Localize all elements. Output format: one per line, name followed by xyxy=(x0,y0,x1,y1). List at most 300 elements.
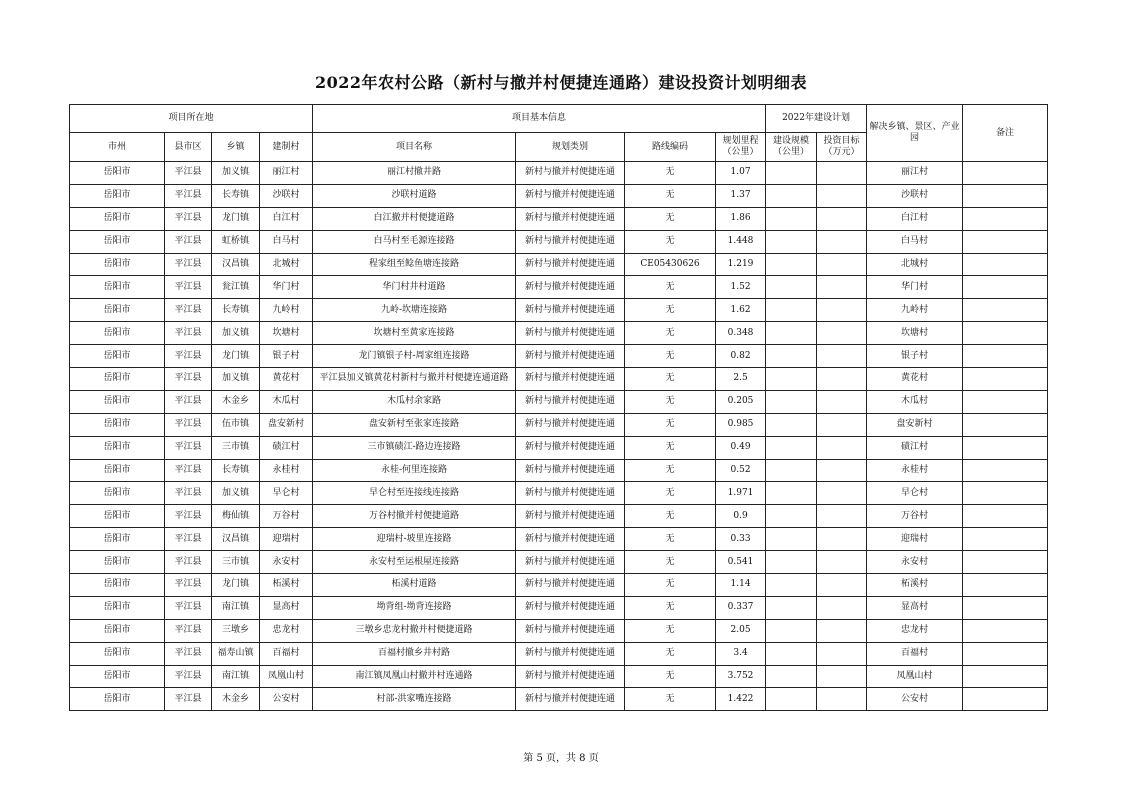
cell-village: 北城村 xyxy=(260,253,313,276)
cell-planned-mileage: 0.348 xyxy=(716,322,766,345)
cell-county: 平江县 xyxy=(165,413,212,436)
cell-planned-mileage: 1.422 xyxy=(716,688,766,711)
cell-remarks xyxy=(963,253,1048,276)
cell-remarks xyxy=(963,551,1048,574)
cell-remarks xyxy=(963,345,1048,368)
cell-village: 黄花村 xyxy=(260,368,313,391)
cell-investment-target xyxy=(817,299,867,322)
cell-solve: 凤凰山村 xyxy=(867,665,963,688)
cell-village: 华门村 xyxy=(260,276,313,299)
cell-city: 岳阳市 xyxy=(70,184,165,207)
cell-town: 长寿镇 xyxy=(212,184,260,207)
cell-build-scale xyxy=(766,528,817,551)
cell-remarks xyxy=(963,436,1048,459)
cell-town: 三市镇 xyxy=(212,436,260,459)
cell-route-code: 无 xyxy=(625,162,716,185)
cell-investment-target xyxy=(817,276,867,299)
cell-planned-mileage: 1.86 xyxy=(716,207,766,230)
cell-county: 平江县 xyxy=(165,253,212,276)
table-row xyxy=(70,345,1048,368)
cell-solve: 盘安新村 xyxy=(867,413,963,436)
cell-remarks xyxy=(963,619,1048,642)
cell-solve: 白江村 xyxy=(867,207,963,230)
cell-planned-mileage: 2.05 xyxy=(716,619,766,642)
cell-remarks xyxy=(963,413,1048,436)
cell-category: 新村与撤并村便捷连通 xyxy=(516,299,625,322)
table-row xyxy=(70,505,1048,528)
cell-route-code: 无 xyxy=(625,528,716,551)
cell-investment-target xyxy=(817,207,867,230)
cell-investment-target xyxy=(817,505,867,528)
cell-city: 岳阳市 xyxy=(70,299,165,322)
cell-planned-mileage: 0.541 xyxy=(716,551,766,574)
cell-investment-target xyxy=(817,345,867,368)
cell-category: 新村与撤并村便捷连通 xyxy=(516,574,625,597)
cell-town: 伍市镇 xyxy=(212,413,260,436)
cell-planned-mileage: 0.337 xyxy=(716,596,766,619)
table-row xyxy=(70,596,1048,619)
cell-route-code: 无 xyxy=(625,322,716,345)
cell-village: 白马村 xyxy=(260,230,313,253)
cell-planned-mileage: 0.82 xyxy=(716,345,766,368)
cell-city: 岳阳市 xyxy=(70,390,165,413)
cell-county: 平江县 xyxy=(165,299,212,322)
cell-county: 平江县 xyxy=(165,505,212,528)
cell-build-scale xyxy=(766,299,817,322)
cell-county: 平江县 xyxy=(165,230,212,253)
cell-build-scale xyxy=(766,688,817,711)
cell-county: 平江县 xyxy=(165,276,212,299)
cell-city: 岳阳市 xyxy=(70,688,165,711)
cell-route-code: 无 xyxy=(625,551,716,574)
cell-remarks xyxy=(963,528,1048,551)
cell-city: 岳阳市 xyxy=(70,436,165,459)
cell-village: 坎塘村 xyxy=(260,322,313,345)
cell-route-code: 无 xyxy=(625,642,716,665)
cell-solve: 公安村 xyxy=(867,688,963,711)
cell-category: 新村与撤并村便捷连通 xyxy=(516,162,625,185)
cell-category: 新村与撤并村便捷连通 xyxy=(516,322,625,345)
cell-build-scale xyxy=(766,505,817,528)
cell-town: 加义镇 xyxy=(212,162,260,185)
cell-project-name: 三墩乡忠龙村撤并村便捷道路 xyxy=(313,619,516,642)
cell-route-code: 无 xyxy=(625,665,716,688)
cell-solve: 显高村 xyxy=(867,596,963,619)
table-row xyxy=(70,390,1048,413)
cell-remarks xyxy=(963,665,1048,688)
cell-village: 柘溪村 xyxy=(260,574,313,597)
cell-investment-target xyxy=(817,230,867,253)
cell-project-name: 木瓜村余家路 xyxy=(313,390,516,413)
header-category: 规划类别 xyxy=(516,133,625,162)
cell-village: 永安村 xyxy=(260,551,313,574)
cell-village: 盘安新村 xyxy=(260,413,313,436)
cell-build-scale xyxy=(766,436,817,459)
cell-project-name: 早仑村至连接线连接路 xyxy=(313,482,516,505)
cell-village: 银子村 xyxy=(260,345,313,368)
cell-remarks xyxy=(963,230,1048,253)
cell-build-scale xyxy=(766,368,817,391)
cell-category: 新村与撤并村便捷连通 xyxy=(516,207,625,230)
cell-project-name: 柘溪村道路 xyxy=(313,574,516,597)
cell-category: 新村与撤并村便捷连通 xyxy=(516,413,625,436)
cell-solve: 万谷村 xyxy=(867,505,963,528)
cell-county: 平江县 xyxy=(165,368,212,391)
cell-planned-mileage: 3.752 xyxy=(716,665,766,688)
cell-route-code: CE05430626 xyxy=(625,253,716,276)
cell-build-scale xyxy=(766,642,817,665)
cell-category: 新村与撤并村便捷连通 xyxy=(516,688,625,711)
cell-village: 早仑村 xyxy=(260,482,313,505)
cell-route-code: 无 xyxy=(625,184,716,207)
cell-route-code: 无 xyxy=(625,413,716,436)
page-footer: 第 5 页，共 8 页 xyxy=(523,753,599,764)
cell-town: 木金乡 xyxy=(212,688,260,711)
cell-project-name: 程家组至鲶鱼塘连接路 xyxy=(313,253,516,276)
cell-route-code: 无 xyxy=(625,688,716,711)
cell-city: 岳阳市 xyxy=(70,665,165,688)
cell-planned-mileage: 0.985 xyxy=(716,413,766,436)
cell-build-scale xyxy=(766,551,817,574)
table-row xyxy=(70,528,1048,551)
cell-planned-mileage: 0.52 xyxy=(716,459,766,482)
cell-county: 平江县 xyxy=(165,665,212,688)
cell-town: 福寿山镇 xyxy=(212,642,260,665)
cell-build-scale xyxy=(766,482,817,505)
header-location-group: 项目所在地 xyxy=(70,105,313,133)
cell-category: 新村与撤并村便捷连通 xyxy=(516,619,625,642)
cell-route-code: 无 xyxy=(625,619,716,642)
cell-town: 加义镇 xyxy=(212,368,260,391)
cell-investment-target xyxy=(817,528,867,551)
cell-investment-target xyxy=(817,596,867,619)
cell-category: 新村与撤并村便捷连通 xyxy=(516,459,625,482)
cell-route-code: 无 xyxy=(625,482,716,505)
cell-town: 龙门镇 xyxy=(212,345,260,368)
table-row xyxy=(70,551,1048,574)
table-body xyxy=(70,162,1048,711)
cell-town: 龙门镇 xyxy=(212,207,260,230)
header-investment-target: 投资目标（万元） xyxy=(817,133,867,162)
cell-solve: 永安村 xyxy=(867,551,963,574)
table-row xyxy=(70,642,1048,665)
cell-project-name: 白马村至毛源连接路 xyxy=(313,230,516,253)
cell-project-name: 万谷村撤并村便捷道路 xyxy=(313,505,516,528)
cell-town: 三墩乡 xyxy=(212,619,260,642)
cell-build-scale xyxy=(766,345,817,368)
cell-town: 加义镇 xyxy=(212,322,260,345)
cell-village: 公安村 xyxy=(260,688,313,711)
cell-solve: 华门村 xyxy=(867,276,963,299)
cell-remarks xyxy=(963,688,1048,711)
cell-village: 木瓜村 xyxy=(260,390,313,413)
cell-build-scale xyxy=(766,574,817,597)
cell-project-name: 九岭-坎塘连接路 xyxy=(313,299,516,322)
cell-village: 碛江村 xyxy=(260,436,313,459)
cell-category: 新村与撤并村便捷连通 xyxy=(516,642,625,665)
cell-village: 九岭村 xyxy=(260,299,313,322)
cell-planned-mileage: 0.9 xyxy=(716,505,766,528)
cell-solve: 白马村 xyxy=(867,230,963,253)
cell-project-name: 三市镇碛江-路边连接路 xyxy=(313,436,516,459)
cell-category: 新村与撤并村便捷连通 xyxy=(516,665,625,688)
cell-remarks xyxy=(963,299,1048,322)
cell-remarks xyxy=(963,162,1048,185)
cell-remarks xyxy=(963,322,1048,345)
cell-remarks xyxy=(963,482,1048,505)
cell-county: 平江县 xyxy=(165,322,212,345)
cell-category: 新村与撤并村便捷连通 xyxy=(516,390,625,413)
cell-village: 百福村 xyxy=(260,642,313,665)
cell-solve: 沙联村 xyxy=(867,184,963,207)
cell-city: 岳阳市 xyxy=(70,368,165,391)
cell-solve: 黄花村 xyxy=(867,368,963,391)
cell-solve: 银子村 xyxy=(867,345,963,368)
cell-county: 平江县 xyxy=(165,390,212,413)
cell-town: 汉昌镇 xyxy=(212,528,260,551)
cell-investment-target xyxy=(817,413,867,436)
cell-route-code: 无 xyxy=(625,505,716,528)
cell-build-scale xyxy=(766,322,817,345)
header-route-code: 路线编码 xyxy=(625,133,716,162)
cell-solve: 坎塘村 xyxy=(867,322,963,345)
table-row xyxy=(70,459,1048,482)
cell-investment-target xyxy=(817,162,867,185)
cell-county: 平江县 xyxy=(165,688,212,711)
cell-investment-target xyxy=(817,551,867,574)
cell-category: 新村与撤并村便捷连通 xyxy=(516,528,625,551)
cell-route-code: 无 xyxy=(625,299,716,322)
cell-solve: 丽江村 xyxy=(867,162,963,185)
cell-investment-target xyxy=(817,688,867,711)
cell-planned-mileage: 1.971 xyxy=(716,482,766,505)
cell-route-code: 无 xyxy=(625,574,716,597)
cell-investment-target xyxy=(817,390,867,413)
cell-town: 三市镇 xyxy=(212,551,260,574)
header-build-scale: 建设规模（公里） xyxy=(766,133,817,162)
cell-city: 岳阳市 xyxy=(70,253,165,276)
cell-category: 新村与撤并村便捷连通 xyxy=(516,184,625,207)
cell-city: 岳阳市 xyxy=(70,619,165,642)
cell-city: 岳阳市 xyxy=(70,276,165,299)
header-city: 市州 xyxy=(70,133,165,162)
cell-solve: 木瓜村 xyxy=(867,390,963,413)
cell-remarks xyxy=(963,184,1048,207)
cell-build-scale xyxy=(766,207,817,230)
cell-village: 白江村 xyxy=(260,207,313,230)
cell-city: 岳阳市 xyxy=(70,505,165,528)
cell-planned-mileage: 2.5 xyxy=(716,368,766,391)
cell-remarks xyxy=(963,459,1048,482)
cell-remarks xyxy=(963,368,1048,391)
cell-county: 平江县 xyxy=(165,184,212,207)
cell-village: 迎瑞村 xyxy=(260,528,313,551)
cell-route-code: 无 xyxy=(625,390,716,413)
cell-build-scale xyxy=(766,459,817,482)
cell-build-scale xyxy=(766,596,817,619)
cell-build-scale xyxy=(766,162,817,185)
header-county: 县市区 xyxy=(165,133,212,162)
table-row xyxy=(70,276,1048,299)
table-row xyxy=(70,299,1048,322)
cell-investment-target xyxy=(817,253,867,276)
cell-town: 梅仙镇 xyxy=(212,505,260,528)
cell-solve: 北城村 xyxy=(867,253,963,276)
cell-county: 平江县 xyxy=(165,345,212,368)
cell-city: 岳阳市 xyxy=(70,162,165,185)
cell-investment-target xyxy=(817,665,867,688)
cell-project-name: 永安村至运根屋连接路 xyxy=(313,551,516,574)
cell-village: 永桂村 xyxy=(260,459,313,482)
table-row xyxy=(70,322,1048,345)
header-remarks: 备注 xyxy=(963,105,1048,162)
cell-route-code: 无 xyxy=(625,459,716,482)
cell-build-scale xyxy=(766,390,817,413)
table-row xyxy=(70,230,1048,253)
cell-remarks xyxy=(963,596,1048,619)
cell-solve: 迎瑞村 xyxy=(867,528,963,551)
table-row xyxy=(70,482,1048,505)
cell-route-code: 无 xyxy=(625,436,716,459)
table-row xyxy=(70,619,1048,642)
cell-category: 新村与撤并村便捷连通 xyxy=(516,368,625,391)
cell-project-name: 丽江村撤井路 xyxy=(313,162,516,185)
cell-build-scale xyxy=(766,253,817,276)
cell-investment-target xyxy=(817,459,867,482)
cell-city: 岳阳市 xyxy=(70,574,165,597)
cell-remarks xyxy=(963,390,1048,413)
cell-village: 万谷村 xyxy=(260,505,313,528)
cell-investment-target xyxy=(817,482,867,505)
cell-project-name: 龙门镇银子村-周家组连接路 xyxy=(313,345,516,368)
cell-planned-mileage: 0.205 xyxy=(716,390,766,413)
table-row xyxy=(70,162,1048,185)
cell-town: 加义镇 xyxy=(212,482,260,505)
cell-project-name: 沙联村道路 xyxy=(313,184,516,207)
cell-city: 岳阳市 xyxy=(70,642,165,665)
cell-investment-target xyxy=(817,436,867,459)
cell-build-scale xyxy=(766,230,817,253)
table-row xyxy=(70,368,1048,391)
cell-category: 新村与撤并村便捷连通 xyxy=(516,345,625,368)
cell-route-code: 无 xyxy=(625,276,716,299)
cell-project-name: 白江撤并村便捷道路 xyxy=(313,207,516,230)
cell-city: 岳阳市 xyxy=(70,596,165,619)
header-solve: 解决乡镇、景区、产业园 xyxy=(867,105,963,162)
cell-project-name: 迎瑞村-坡里连接路 xyxy=(313,528,516,551)
cell-town: 南江镇 xyxy=(212,596,260,619)
header-village: 建制村 xyxy=(260,133,313,162)
cell-county: 平江县 xyxy=(165,528,212,551)
table-row xyxy=(70,413,1048,436)
cell-planned-mileage: 1.07 xyxy=(716,162,766,185)
cell-project-name: 村部-洪家嘴连接路 xyxy=(313,688,516,711)
investment-plan-table xyxy=(69,104,1048,711)
cell-planned-mileage: 3.4 xyxy=(716,642,766,665)
cell-project-name: 华门村井村道路 xyxy=(313,276,516,299)
cell-investment-target xyxy=(817,322,867,345)
cell-town: 龙门镇 xyxy=(212,574,260,597)
cell-solve: 九岭村 xyxy=(867,299,963,322)
table-row xyxy=(70,436,1048,459)
cell-county: 平江县 xyxy=(165,551,212,574)
cell-county: 平江县 xyxy=(165,459,212,482)
cell-remarks xyxy=(963,505,1048,528)
cell-category: 新村与撤并村便捷连通 xyxy=(516,436,625,459)
cell-city: 岳阳市 xyxy=(70,528,165,551)
cell-county: 平江县 xyxy=(165,162,212,185)
cell-planned-mileage: 1.219 xyxy=(716,253,766,276)
cell-solve: 忠龙村 xyxy=(867,619,963,642)
header-town: 乡镇 xyxy=(212,133,260,162)
cell-planned-mileage: 1.62 xyxy=(716,299,766,322)
cell-project-name: 盘安新村至张家连接路 xyxy=(313,413,516,436)
cell-investment-target xyxy=(817,184,867,207)
table-row xyxy=(70,665,1048,688)
cell-category: 新村与撤并村便捷连通 xyxy=(516,482,625,505)
cell-route-code: 无 xyxy=(625,368,716,391)
cell-city: 岳阳市 xyxy=(70,207,165,230)
cell-planned-mileage: 1.37 xyxy=(716,184,766,207)
cell-route-code: 无 xyxy=(625,207,716,230)
cell-city: 岳阳市 xyxy=(70,482,165,505)
cell-city: 岳阳市 xyxy=(70,230,165,253)
cell-solve: 早仑村 xyxy=(867,482,963,505)
cell-city: 岳阳市 xyxy=(70,459,165,482)
cell-project-name: 百福村撤乡井村路 xyxy=(313,642,516,665)
cell-investment-target xyxy=(817,642,867,665)
cell-solve: 百福村 xyxy=(867,642,963,665)
cell-category: 新村与撤并村便捷连通 xyxy=(516,276,625,299)
cell-build-scale xyxy=(766,413,817,436)
cell-town: 长寿镇 xyxy=(212,299,260,322)
cell-project-name: 永桂-何里连接路 xyxy=(313,459,516,482)
cell-planned-mileage: 1.52 xyxy=(716,276,766,299)
cell-county: 平江县 xyxy=(165,482,212,505)
cell-project-name: 坳背组-坳背连接路 xyxy=(313,596,516,619)
cell-village: 丽江村 xyxy=(260,162,313,185)
cell-solve: 永桂村 xyxy=(867,459,963,482)
cell-county: 平江县 xyxy=(165,574,212,597)
table-row xyxy=(70,184,1048,207)
cell-category: 新村与撤并村便捷连通 xyxy=(516,230,625,253)
cell-route-code: 无 xyxy=(625,596,716,619)
header-planned-mileage: 规划里程（公里） xyxy=(716,133,766,162)
cell-county: 平江县 xyxy=(165,642,212,665)
cell-village: 凤凰山村 xyxy=(260,665,313,688)
cell-town: 瓮江镇 xyxy=(212,276,260,299)
cell-planned-mileage: 0.49 xyxy=(716,436,766,459)
cell-solve: 碛江村 xyxy=(867,436,963,459)
table-row xyxy=(70,207,1048,230)
cell-remarks xyxy=(963,642,1048,665)
cell-village: 忠龙村 xyxy=(260,619,313,642)
cell-remarks xyxy=(963,207,1048,230)
cell-remarks xyxy=(963,276,1048,299)
cell-county: 平江县 xyxy=(165,436,212,459)
page-title: 2022年农村公路（新村与撤并村便捷连通路）建设投资计划明细表 xyxy=(314,73,808,92)
cell-town: 长寿镇 xyxy=(212,459,260,482)
cell-city: 岳阳市 xyxy=(70,413,165,436)
cell-category: 新村与撤并村便捷连通 xyxy=(516,505,625,528)
cell-build-scale xyxy=(766,619,817,642)
cell-county: 平江县 xyxy=(165,596,212,619)
cell-investment-target xyxy=(817,574,867,597)
cell-build-scale xyxy=(766,276,817,299)
cell-category: 新村与撤并村便捷连通 xyxy=(516,253,625,276)
cell-planned-mileage: 1.14 xyxy=(716,574,766,597)
cell-planned-mileage: 0.33 xyxy=(716,528,766,551)
